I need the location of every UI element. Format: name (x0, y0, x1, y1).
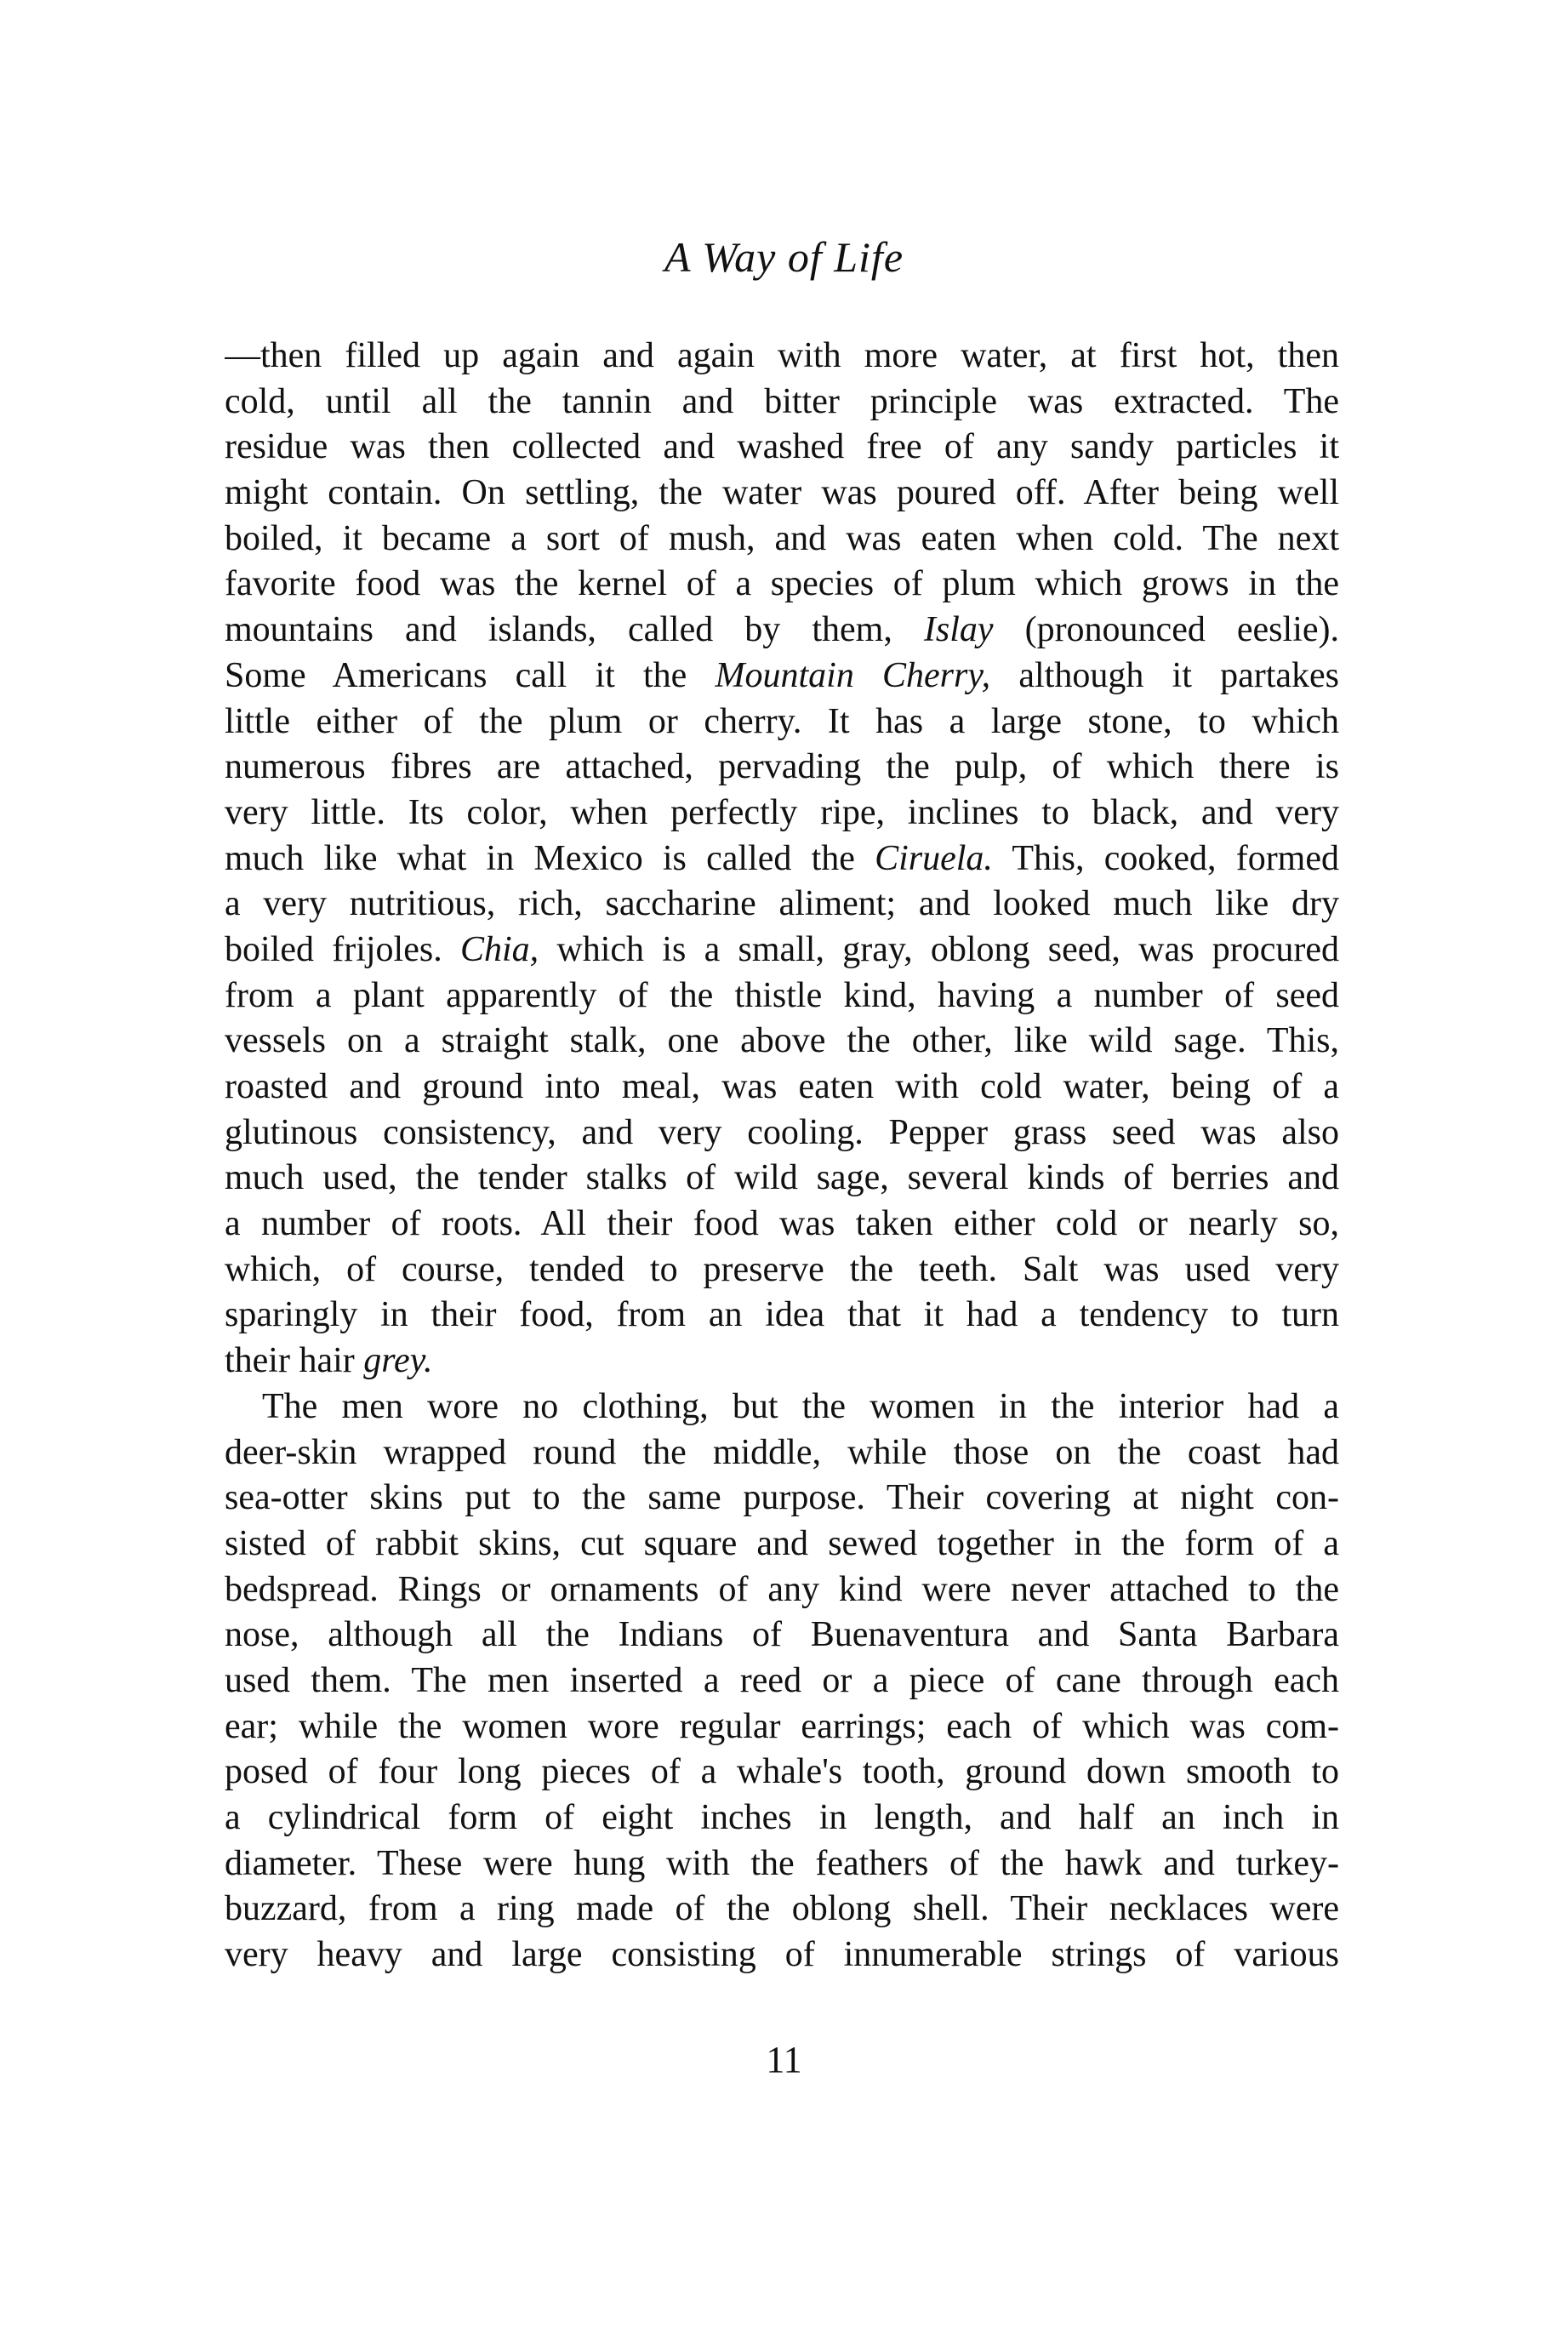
running-head: A Way of Life (664, 233, 904, 281)
text-line: favorite food was the kernel of a species of plum which grows in the (225, 564, 1339, 604)
page-number: 11 (766, 2039, 802, 2081)
text-line: posed of four long pieces of a whale's tooth, ground down smooth to (225, 1752, 1339, 1792)
text-line: sea-otter skins put to the same purpose. Their covering at night con- (225, 1478, 1339, 1518)
text-line: sparingly in their food, from an idea that it had a tendency to turn (225, 1295, 1339, 1335)
text-line: which, of course, tended to preserve the teeth. Salt was used very (225, 1249, 1339, 1289)
text-line: mountains and islands, called by them, Islay (pronounced eeslie). (225, 610, 1339, 650)
text-line: —then filled up again and again with more water, at first hot, then (225, 336, 1339, 375)
text-line: much used, the tender stalks of wild sage, several kinds of berries and (225, 1158, 1339, 1198)
text-line: glutinous consistency, and very cooling. Pepper grass seed was also (225, 1112, 1339, 1152)
text-line: numerous fibres are attached, pervading the pulp, of which there is (225, 747, 1339, 787)
text-line: little either of the plum or cherry. It has a large stone, to which (225, 701, 1339, 741)
text-line: nose, although all the Indians of Buenaventura and Santa Barbara (225, 1615, 1339, 1655)
text-line: sisted of rabbit skins, cut square and sewed together in the form of a (225, 1523, 1339, 1563)
text-line: Some Americans call it the Mountain Cherry, although it partakes (225, 655, 1339, 695)
text-line: vessels on a straight stalk, one above the other, like wild sage. This, (225, 1021, 1339, 1061)
text-line: very heavy and large consisting of innumerable strings of various (225, 1935, 1339, 1975)
text-line: used them. The men inserted a reed or a piece of cane through each (225, 1660, 1339, 1700)
text-line: ear; while the women wore regular earrings; each of which was com- (225, 1706, 1339, 1746)
text-line: buzzard, from a ring made of the oblong shell. Their necklaces were (225, 1889, 1339, 1929)
text-line: very little. Its color, when perfectly ripe, inclines to black, and very (225, 792, 1339, 832)
text-line: from a plant apparently of the thistle kind, having a number of seed (225, 975, 1339, 1015)
text-line: deer-skin wrapped round the middle, while those on the coast had (225, 1432, 1339, 1472)
text-line: boiled, it became a sort of mush, and was eaten when cold. The next (225, 518, 1339, 558)
body-text (225, 334, 1339, 1978)
text-line: their hair grey. (225, 1341, 433, 1381)
text-line: bedspread. Rings or ornaments of any kind were never attached to the (225, 1569, 1339, 1609)
text-line: a number of roots. All their food was taken either cold or nearly so, (225, 1204, 1339, 1244)
text-line: boiled frijoles. Chia, which is a small, gray, oblong seed, was procured (225, 929, 1339, 969)
text-line: roasted and ground into meal, was eaten with cold water, being of a (225, 1067, 1339, 1106)
text-line: a very nutritious, rich, saccharine aliment; and looked much like dry (225, 884, 1339, 924)
text-line: much like what in Mexico is called the Ciruela. This, cooked, formed (225, 838, 1339, 878)
text-line: diameter. These were hung with the feathers of the hawk and turkey- (225, 1843, 1339, 1883)
text-line: The men wore no clothing, but the women in the interior had a (262, 1386, 1339, 1426)
text-line: residue was then collected and washed free of any sandy particles it (225, 427, 1339, 467)
text-line: might contain. On settling, the water was poured off. After being well (225, 473, 1339, 513)
text-line: cold, until all the tannin and bitter principle was extracted. The (225, 381, 1339, 421)
text-line: a cylindrical form of eight inches in length, and half an inch in (225, 1798, 1339, 1837)
